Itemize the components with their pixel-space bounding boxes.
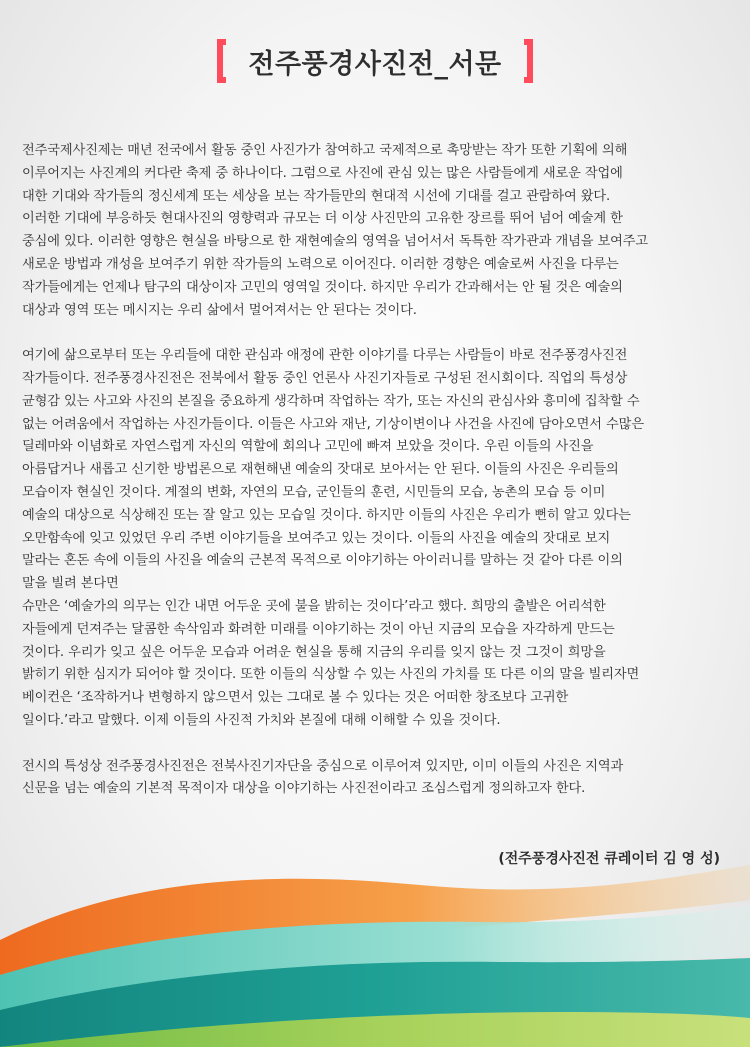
text-line: 작가들에게는 언제나 탐구의 대상이자 고민의 영역일 것이다. 하지만 우리가 간과해서는 안 될 것은 예술의 (22, 279, 623, 295)
text-line: 아름답거나 새롭고 신기한 방법론으로 재현해낸 예술의 잣대로 보아서는 안 된다. 이들의 사진은 우리들의 (22, 462, 619, 478)
text-line: 일이다.’라고 말했다. 이제 이들의 사진적 가치와 본질에 대해 이해할 수 있을 것이다. (22, 712, 501, 728)
text-line: 예술의 대상으로 식상해진 또는 잘 알고 있는 모습일 것이다. 하지만 이들의 사진은 우리가 뻔히 알고 있다는 (22, 507, 631, 523)
curator-signature: (전주풍경사진전 큐레이터 김 영 성) (498, 851, 720, 867)
text-line: 베이컨은 ‘조작하거나 변형하지 않으면서 있는 그대로 볼 수 있다는 것은 어떠한 창조보다 고귀한 (22, 690, 569, 706)
paragraph-2 (22, 345, 737, 733)
paragraph-3 (22, 756, 737, 802)
text-line: 자들에게 던져주는 달콤한 속삭임과 화려한 미래를 이야기하는 것이 아닌 지금의 모습을 자각하게 만드는 (22, 621, 615, 637)
page-title: 전주풍경사진전_서문 (248, 48, 502, 80)
right-bracket-decoration (524, 39, 533, 83)
text-line: 것이다. 우리가 잊고 싶은 어두운 모습과 어려운 현실을 통해 지금의 우리를 잊지 않는 것 그것이 희망을 (22, 644, 606, 660)
paragraph-spacer (22, 322, 737, 345)
wave-decoration (0, 860, 750, 1047)
text-line: 말라는 혼돈 속에 이들의 사진을 예술의 근본적 목적으로 이야기하는 아이러니를 말하는 것 같아 다른 이의 (22, 553, 623, 569)
text-line: 없는 어려움에서 작업하는 사진가들이다. 이들은 사고와 재난, 기상이변이나 사건을 사진에 담아오면서 수많은 (22, 416, 644, 432)
text-line: 이루어지는 사진계의 커다란 축제 중 하나이다. 그럼으로 사진에 관심 있는 많은 사람들에게 새로운 작업에 (22, 165, 623, 181)
title-container (217, 36, 532, 86)
left-bracket-decoration (217, 39, 226, 83)
text-line: 모습이자 현실인 것이다. 계절의 변화, 자연의 모습, 군인들의 훈련, 시민들의 모습, 농촌의 모습 등 이미 (22, 484, 606, 500)
text-line: 균형감 있는 사고와 사진의 본질을 중요하게 생각하며 작업하는 작가, 또는 자신의 관심사와 흥미에 집착할 수 (22, 393, 640, 409)
text-line: 말을 빌려 본다면 (22, 576, 119, 592)
text-line: 새로운 방법과 개성을 보여주기 위한 작가들의 노력으로 이어진다. 이러한 경향은 예술로써 사진을 다루는 (22, 256, 619, 272)
text-line: 오만함속에 잊고 있었던 우리 주변 이야기들을 보여주고 있는 것이다. 이들의 사진을 예술의 잣대로 보지 (22, 530, 611, 546)
text-line: 밝히기 위한 심지가 되어야 할 것이다. 또한 이들의 식상할 수 있는 사진의 가치를 또 다른 이의 말을 빌리자면 (22, 667, 640, 683)
text-line: 신문을 넘는 예술의 기본적 목적이자 대상을 이야기하는 사진전이라고 조심스럽게 정의하고자 한다. (22, 781, 586, 797)
text-line: 이러한 기대에 부응하듯 현대사진의 영향력과 규모는 더 이상 사진만의 고유한 장르를 뛰어 넘어 예술계 한 (22, 211, 623, 227)
text-line: 여기에 삶으로부터 또는 우리들에 대한 관심과 애정에 관한 이야기를 다루는 사람들이 바로 전주풍경사진전 (22, 348, 628, 364)
text-line: 전주국제사진제는 매년 전국에서 활동 중인 사진가가 참여하고 국제적으로 촉망받는 작가 또한 기획에 의해 (22, 143, 628, 158)
paragraph-spacer (22, 733, 737, 756)
text-line: 중심에 있다. 이러한 영향은 현실을 바탕으로 한 재현예술의 영역을 넘어서서 독특한 작가관과 개념을 보여주고 (22, 234, 649, 250)
paragraph-1 (22, 140, 737, 322)
text-line: 전시의 특성상 전주풍경사진전은 전북사진기자단을 중심으로 이루어져 있지만, 이미 이들의 사진은 지역과 (22, 758, 624, 774)
text-line: 작가들이다. 전주풍경사진전은 전북에서 활동 중인 언론사 사진기자들로 구성된 전시회이다. 직업의 특성상 (22, 370, 628, 386)
text-line: 대상과 영역 또는 메시지는 우리 삶에서 멀어져서는 안 된다는 것이다. (22, 302, 417, 318)
text-line: 대한 기대와 작가들의 정신세계 또는 세상을 보는 작가들만의 현대적 시선에 기대를 걸고 관람하여 왔다. (22, 188, 611, 204)
text-line: 슈만은 ‘예술가의 의무는 인간 내면 어두운 곳에 불을 밝히는 것이다’라고 했다. 희망의 출발은 어리석한 (22, 598, 606, 614)
preface-body (22, 140, 737, 801)
title-area (0, 36, 750, 86)
text-line: 딜레마와 이념화로 자연스럽게 자신의 역할에 회의나 고민에 빠져 보았을 것이다. 우린 이들의 사진을 (22, 439, 594, 455)
